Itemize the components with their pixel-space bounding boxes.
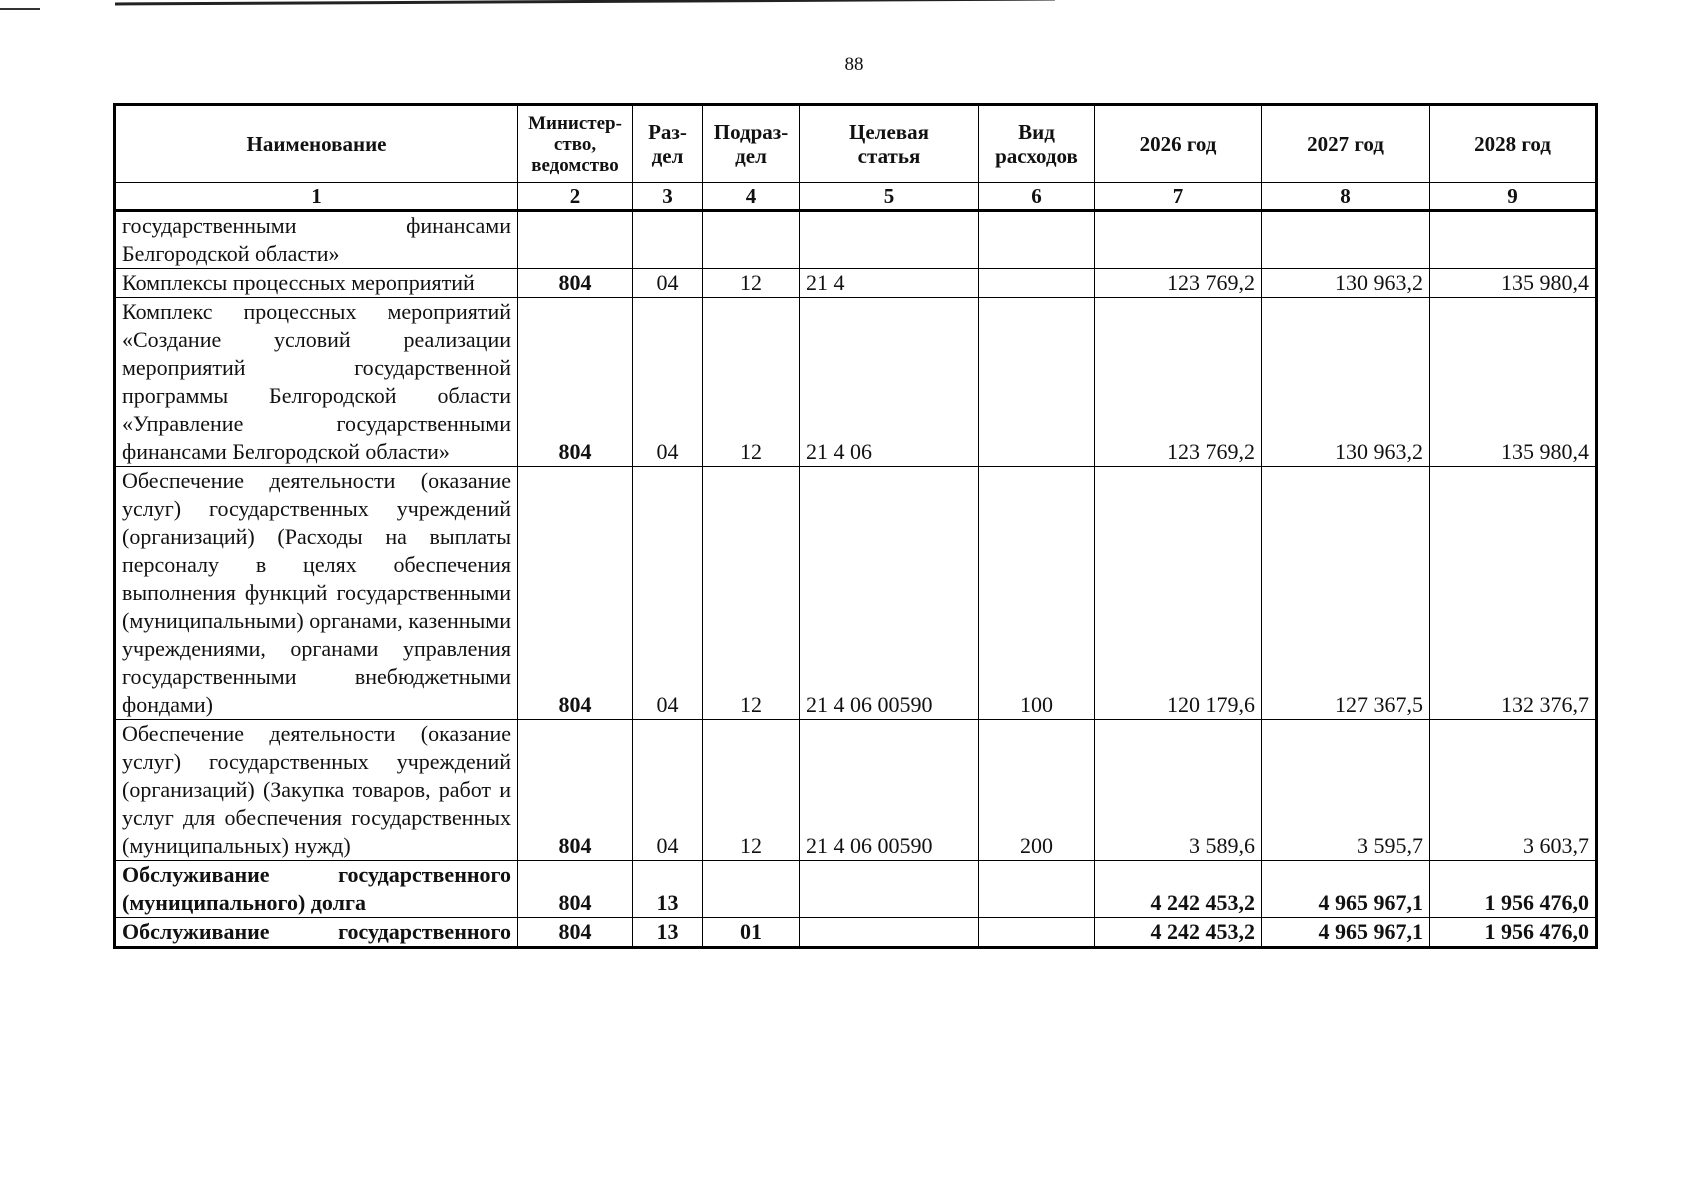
column-number: 9 bbox=[1430, 183, 1597, 211]
row-target: 21 4 06 00590 bbox=[800, 720, 979, 861]
header-section: Раз-дел bbox=[633, 105, 703, 183]
row-2026: 120 179,6 bbox=[1095, 467, 1262, 720]
row-name: государственными финансами Белгородской области» bbox=[115, 211, 518, 269]
column-number: 8 bbox=[1262, 183, 1430, 211]
row-2028: 1 956 476,0 bbox=[1430, 918, 1597, 948]
page-number: 88 bbox=[844, 54, 864, 75]
row-2028 bbox=[1430, 211, 1597, 269]
column-number: 4 bbox=[703, 183, 800, 211]
scan-edge-mark bbox=[0, 8, 40, 10]
row-ministry: 804 bbox=[518, 298, 633, 467]
row-name: Комплексы процессных мероприятий bbox=[115, 269, 518, 298]
column-number: 6 bbox=[979, 183, 1095, 211]
row-2026 bbox=[1095, 211, 1262, 269]
header-name: Наименование bbox=[115, 105, 518, 183]
row-section: 04 bbox=[633, 720, 703, 861]
budget-table bbox=[113, 103, 1598, 949]
row-target bbox=[800, 211, 979, 269]
row-2026: 4 242 453,2 bbox=[1095, 918, 1262, 948]
row-section: 04 bbox=[633, 298, 703, 467]
column-number: 7 bbox=[1095, 183, 1262, 211]
column-number: 3 bbox=[633, 183, 703, 211]
header-target: Целевая статья bbox=[800, 105, 979, 183]
row-2027 bbox=[1262, 211, 1430, 269]
row-section: 13 bbox=[633, 861, 703, 918]
row-section bbox=[633, 211, 703, 269]
row-subsection: 12 bbox=[703, 467, 800, 720]
header-row bbox=[115, 105, 1597, 183]
row-2027: 4 965 967,1 bbox=[1262, 918, 1430, 948]
table-row bbox=[115, 298, 1597, 467]
table-row bbox=[115, 269, 1597, 298]
row-2028: 135 980,4 bbox=[1430, 269, 1597, 298]
column-number: 2 bbox=[518, 183, 633, 211]
row-ministry: 804 bbox=[518, 861, 633, 918]
row-section: 04 bbox=[633, 467, 703, 720]
row-2027: 130 963,2 bbox=[1262, 269, 1430, 298]
row-subsection bbox=[703, 861, 800, 918]
row-target: 21 4 06 00590 bbox=[800, 467, 979, 720]
row-ministry: 804 bbox=[518, 269, 633, 298]
row-kind bbox=[979, 298, 1095, 467]
row-target: 21 4 06 bbox=[800, 298, 979, 467]
header-2026: 2026 год bbox=[1095, 105, 1262, 183]
column-number: 5 bbox=[800, 183, 979, 211]
header-subsection: Подраз-дел bbox=[703, 105, 800, 183]
row-2028: 132 376,7 bbox=[1430, 467, 1597, 720]
column-number-row bbox=[115, 183, 1597, 211]
row-subsection: 12 bbox=[703, 298, 800, 467]
row-subsection: 12 bbox=[703, 269, 800, 298]
row-2026: 123 769,2 bbox=[1095, 298, 1262, 467]
row-target bbox=[800, 861, 979, 918]
table-row bbox=[115, 467, 1597, 720]
row-target: 21 4 bbox=[800, 269, 979, 298]
row-name: Обеспечение деятельности (оказание услуг) государственных учреждений (организаций) (Закупка товаров, работ и услуг для обеспечения государственных (муниципальных) нужд) bbox=[115, 720, 518, 861]
row-2027: 130 963,2 bbox=[1262, 298, 1430, 467]
header-kind: Вид расходов bbox=[979, 105, 1095, 183]
row-2028: 3 603,7 bbox=[1430, 720, 1597, 861]
row-ministry: 804 bbox=[518, 467, 633, 720]
row-kind: 200 bbox=[979, 720, 1095, 861]
row-2028: 135 980,4 bbox=[1430, 298, 1597, 467]
row-subsection bbox=[703, 211, 800, 269]
column-number: 1 bbox=[115, 183, 518, 211]
row-ministry: 804 bbox=[518, 918, 633, 948]
table-row bbox=[115, 918, 1597, 948]
row-section: 13 bbox=[633, 918, 703, 948]
row-kind bbox=[979, 861, 1095, 918]
row-2026: 3 589,6 bbox=[1095, 720, 1262, 861]
row-ministry bbox=[518, 211, 633, 269]
row-2028: 1 956 476,0 bbox=[1430, 861, 1597, 918]
header-2028: 2028 год bbox=[1430, 105, 1597, 183]
row-kind bbox=[979, 269, 1095, 298]
row-2026: 123 769,2 bbox=[1095, 269, 1262, 298]
row-2027: 127 367,5 bbox=[1262, 467, 1430, 720]
header-2027: 2027 год bbox=[1262, 105, 1430, 183]
row-name: Обеспечение деятельности (оказание услуг) государственных учреждений (организаций) (Расходы на выплаты персоналу в целях обеспечения выполнения функций государственными (муниципальными) органами, казенными учреждениями, органами управления государственными внебюджетными фондами) bbox=[115, 467, 518, 720]
row-2027: 4 965 967,1 bbox=[1262, 861, 1430, 918]
scan-top-line bbox=[115, 0, 1055, 5]
row-section: 04 bbox=[633, 269, 703, 298]
row-kind bbox=[979, 918, 1095, 948]
row-kind: 100 bbox=[979, 467, 1095, 720]
row-subsection: 12 bbox=[703, 720, 800, 861]
row-2027: 3 595,7 bbox=[1262, 720, 1430, 861]
row-kind bbox=[979, 211, 1095, 269]
row-name: Комплекс процессных мероприятий «Создание условий реализации мероприятий государственной программы Белгородской области «Управление государственными финансами Белгородской области» bbox=[115, 298, 518, 467]
row-2026: 4 242 453,2 bbox=[1095, 861, 1262, 918]
row-ministry: 804 bbox=[518, 720, 633, 861]
row-subsection: 01 bbox=[703, 918, 800, 948]
row-name: Обслуживание государственного bbox=[115, 918, 518, 948]
table-row bbox=[115, 861, 1597, 918]
header-ministry: Министер-ство, ведомство bbox=[518, 105, 633, 183]
row-target bbox=[800, 918, 979, 948]
table-row bbox=[115, 720, 1597, 861]
table-row bbox=[115, 211, 1597, 269]
row-name: Обслуживание государственного (муниципального) долга bbox=[115, 861, 518, 918]
